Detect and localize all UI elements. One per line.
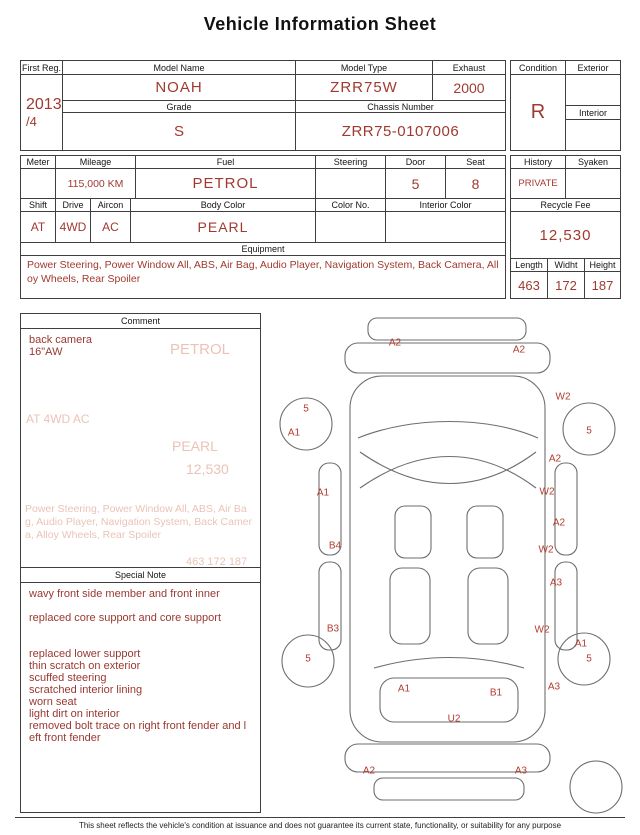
damage-marker-22-a2: A2 (362, 765, 376, 777)
seat-value: 8 (445, 168, 506, 199)
damage-marker-5-5: 5 (586, 425, 592, 437)
damage-marker-17-5: 5 (586, 653, 592, 665)
damage-marker-7-a1: A1 (316, 487, 330, 499)
special-note-line: thin scratch on exterior (29, 660, 141, 672)
special-note-line: light dirt on interior (29, 708, 120, 720)
exterior-label: Exterior (565, 60, 621, 75)
steering-value (315, 168, 386, 199)
model-type-label: Model Type (295, 60, 433, 75)
seat-label: Seat (445, 155, 506, 169)
damage-marker-11-b4: B4 (328, 540, 342, 552)
mileage-value: 115,000 KM (55, 168, 136, 199)
marker-layer (262, 310, 640, 815)
interior-color-label: Interior Color (385, 198, 506, 212)
recycle-fee-label: Recycle Fee (510, 198, 621, 212)
body-color-label: Body Color (130, 198, 316, 212)
door-label: Door (385, 155, 446, 169)
syaken-label: Syaken (565, 155, 621, 169)
damage-marker-16-5: 5 (305, 653, 311, 665)
damage-marker-1-a2: A2 (512, 344, 526, 356)
ghost-text: 463 172 187 (186, 556, 248, 568)
mileage-label: Mileage (55, 155, 136, 169)
meter-label: Meter (20, 155, 56, 169)
damage-marker-14-w2: W2 (534, 624, 550, 636)
first-reg-label: First Reg. (20, 60, 63, 75)
damage-marker-2-w2: W2 (555, 391, 571, 403)
history-value: PRIVATE (510, 168, 566, 199)
model-name-value: NOAH (62, 74, 296, 101)
exhaust-value: 2000 (432, 74, 506, 101)
special-note-lines (21, 583, 260, 749)
ghost-text: 12,530 (186, 461, 229, 477)
first-reg-month: /4 (26, 114, 37, 129)
damage-marker-21-u2: U2 (447, 713, 461, 725)
special-note-header: Special Note (21, 568, 260, 583)
width-value: 172 (547, 271, 585, 299)
width-label: Widht (547, 258, 585, 272)
length-value: 463 (510, 271, 548, 299)
damage-marker-4-a1: A1 (287, 427, 301, 439)
special-note-line: scuffed steering (29, 672, 107, 684)
chassis-number-value: ZRR75-0107006 (295, 112, 506, 151)
special-note-box (20, 567, 261, 813)
damage-marker-20-b1: B1 (489, 687, 503, 699)
damage-marker-9-a2: A2 (552, 517, 566, 529)
damage-marker-13-b3: B3 (326, 623, 340, 635)
grade-value: S (62, 112, 296, 151)
page-title: Vehicle Information Sheet (203, 14, 437, 34)
exterior-value (565, 74, 621, 106)
height-label: Height (584, 258, 621, 272)
damage-marker-18-a3: A3 (547, 681, 561, 693)
interior-label: Interior (565, 105, 621, 120)
special-note-line (29, 636, 252, 648)
drive-label: Drive (55, 198, 91, 212)
damage-marker-12-a3: A3 (549, 577, 563, 589)
equipment-value: Power Steering, Power Window All, ABS, Air Bag, Audio Player, Navigation System, Back Camera, Alloy Wheels, Rear Spoiler (20, 255, 506, 299)
ghost-text: PEARL (172, 438, 218, 454)
special-note-line (29, 624, 252, 636)
steering-label: Steering (315, 155, 386, 169)
height-value: 187 (584, 271, 621, 299)
shift-label: Shift (20, 198, 56, 212)
condition-label: Condition (510, 60, 566, 75)
color-no-label: Color No. (315, 198, 386, 212)
body-color-value: PEARL (130, 211, 316, 243)
special-note-line: replaced lower support (29, 648, 141, 660)
special-note-line: removed bolt trace on right front fender and left front fender (29, 720, 247, 744)
damage-marker-19-a1: A1 (397, 683, 411, 695)
damage-marker-0-a2: A2 (388, 337, 402, 349)
model-type-value: ZRR75W (295, 74, 433, 101)
color-no-value (315, 211, 386, 243)
comment-line: back camera (29, 334, 92, 346)
condition-value: R (510, 74, 566, 151)
chassis-number-label: Chassis Number (295, 100, 506, 113)
drive-value: 4WD (55, 211, 91, 243)
comment-header: Comment (21, 314, 260, 329)
exhaust-label: Exhaust (432, 60, 506, 75)
damage-marker-10-w2: W2 (538, 544, 554, 556)
fuel-value: PETROL (135, 168, 316, 199)
special-note-line: replaced core support and core support (29, 612, 222, 624)
footer-disclaimer: This sheet reflects the vehicle's condition at issuance and does not guarantee its current state, functionality, or suitability for any purpose (15, 817, 625, 830)
special-note-line: worn seat (29, 696, 77, 708)
aircon-value: AC (90, 211, 131, 243)
length-label: Length (510, 258, 548, 272)
ghost-text: PETROL (170, 341, 231, 358)
ghost-text: Power Steering, Power Window All, ABS, Air Bag, Audio Player, Navigation System, Back Camera, Alloy Wheels, Rear Spoiler (25, 503, 253, 542)
damage-marker-3-5: 5 (303, 403, 309, 415)
door-value: 5 (385, 168, 446, 199)
comment-box (20, 313, 261, 568)
damage-marker-23-a3: A3 (514, 765, 528, 777)
damage-marker-6-a2: A2 (548, 453, 562, 465)
first-reg-value (20, 74, 63, 151)
special-note-line (29, 600, 252, 612)
ghost-text: AT 4WD AC (26, 412, 90, 426)
car-condition-diagram (262, 310, 640, 815)
shift-value: AT (20, 211, 56, 243)
equipment-label: Equipment (20, 242, 506, 256)
comment-line: 16"AW (29, 346, 63, 358)
meter-value (20, 168, 56, 199)
history-label: History (510, 155, 566, 169)
grade-label: Grade (62, 100, 296, 113)
comment-lines (21, 329, 260, 363)
model-name-label: Model Name (62, 60, 296, 75)
damage-marker-8-w2: W2 (539, 486, 555, 498)
syaken-value (565, 168, 621, 199)
interior-color-value (385, 211, 506, 243)
damage-marker-15-a1: A1 (574, 638, 588, 650)
aircon-label: Aircon (90, 198, 131, 212)
special-note-line: scratched interior lining (29, 684, 143, 696)
recycle-fee-value: 12,530 (510, 211, 621, 259)
interior-value (565, 119, 621, 151)
first-reg-year: 2013 (26, 96, 62, 113)
fuel-label: Fuel (135, 155, 316, 169)
special-note-line: wavy front side member and front inner (29, 588, 220, 600)
